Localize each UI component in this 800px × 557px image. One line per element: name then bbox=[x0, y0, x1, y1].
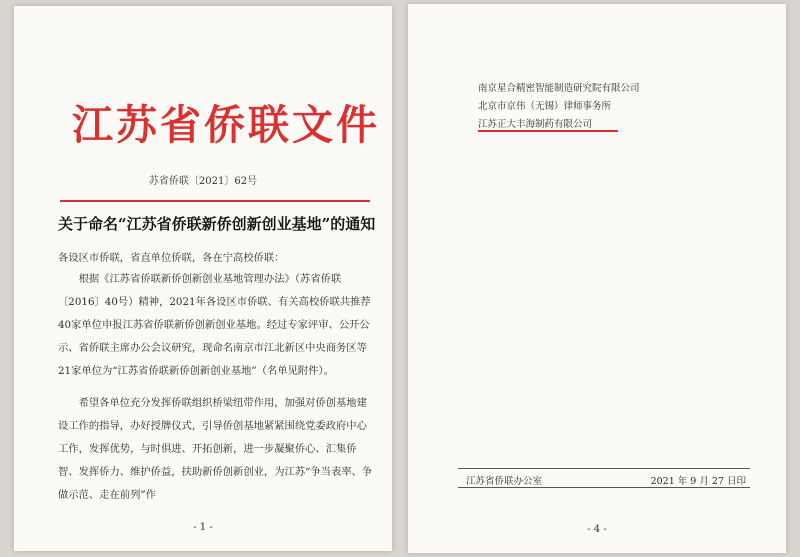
footer-divider-bottom bbox=[458, 487, 750, 488]
footer-divider-top bbox=[458, 468, 750, 469]
red-underline bbox=[478, 130, 618, 132]
unit-item: 南京星合精密智能制造研究院有限公司 bbox=[478, 83, 640, 94]
notice-title: 关于命名“江苏省侨联新侨创新创业基地”的通知 bbox=[58, 215, 376, 233]
document-header: 江苏省侨联文件 bbox=[72, 101, 380, 149]
unit-list bbox=[478, 80, 640, 134]
page-number: - 4 - bbox=[587, 524, 607, 535]
red-divider bbox=[60, 200, 370, 202]
document-page-4 bbox=[408, 4, 786, 553]
paragraph-2: 希望各单位充分发挥侨联组织桥梁纽带作用，加强对侨创基地建设工作的指导，办好授牌仪式，引导侨创基地紧紧围绕党委政府中心工作，发挥优势，与时俱进、开拓创新，进一步凝聚侨心、汇集侨智、发挥侨力、维护侨益，扶助新侨创新创业，为江苏“争当表率、争做示范、走在前列”作 bbox=[58, 397, 373, 501]
document-page-1 bbox=[14, 6, 392, 551]
paragraph-1: 根据《江苏省侨联新侨创新创业基地管理办法》（苏省侨联〔2016〕40号）精神，2021年各设区市侨联、有关高校侨联共推荐40家单位申报江苏省侨联新侨创新创业基地。经过专家评审、公开公示、省侨联主席办公会议研究，现命名南京市江北新区中央商务区等21家单位为“江苏省侨联新侨创新创业基地”（名单见附件）。 bbox=[58, 273, 371, 377]
page-number: - 1 - bbox=[193, 522, 213, 533]
footer-date: 2021 年 9 月 27 日印 bbox=[650, 476, 746, 487]
unit-item: 江苏正大丰海制药有限公司 bbox=[478, 119, 593, 130]
document-number: 苏省侨联〔2021〕62号 bbox=[148, 176, 258, 187]
salutation: 各设区市侨联，省直单位侨联，各在宁高校侨联： bbox=[58, 252, 285, 264]
unit-item: 北京市京伟（无锡）律师事务所 bbox=[478, 101, 612, 112]
footer-organization: 江苏省侨联办公室 bbox=[466, 476, 543, 487]
